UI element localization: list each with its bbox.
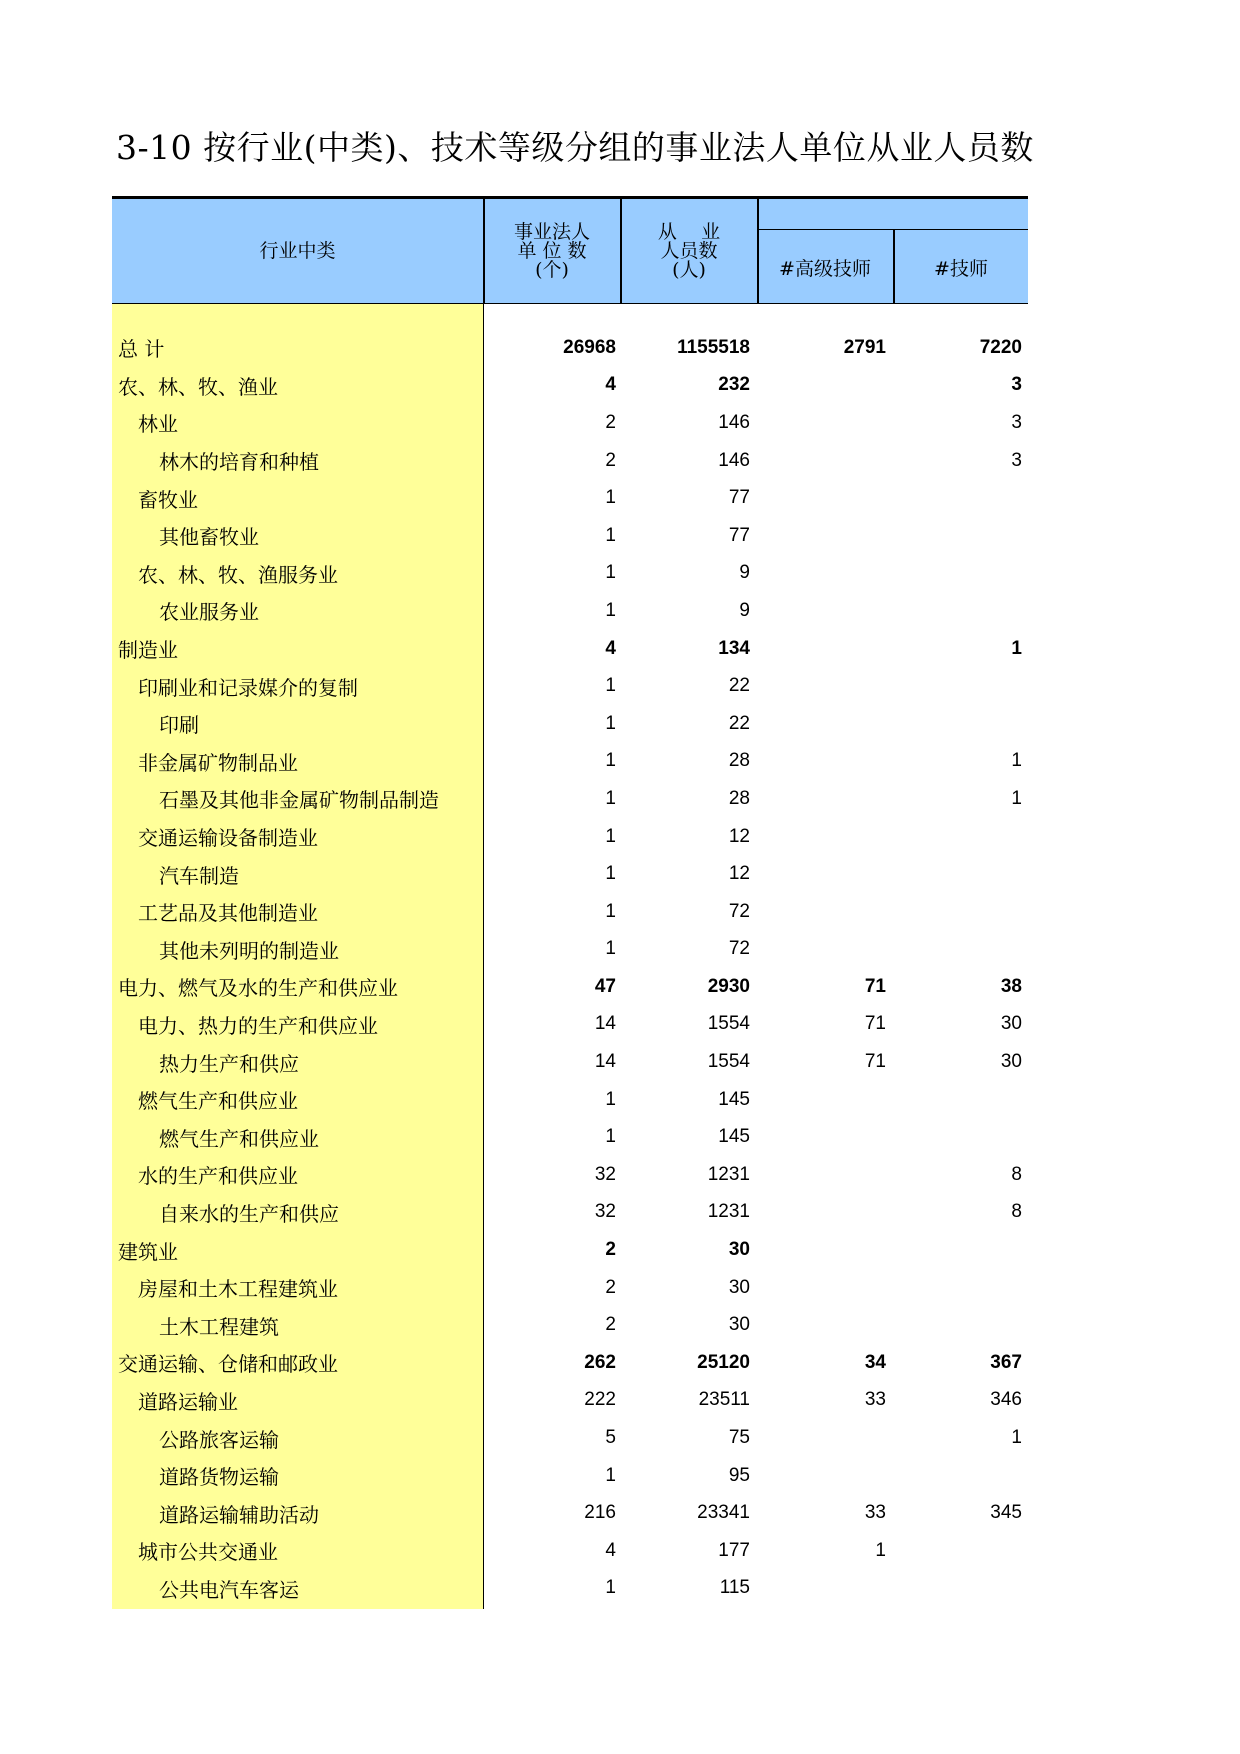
units-value: 4 — [605, 1539, 616, 1561]
units-value: 1 — [605, 675, 616, 697]
senior-technician-value: 71 — [864, 1051, 886, 1073]
employees-value: 1554 — [707, 1013, 750, 1035]
units-value: 1 — [605, 599, 616, 621]
units-value: 2 — [605, 1239, 616, 1261]
header-industry: 行业中类 — [259, 239, 336, 262]
industry-name: 道路运输辅助活动 — [159, 1502, 319, 1527]
industry-name: 其他未列明的制造业 — [159, 938, 339, 963]
table-row — [112, 517, 1028, 555]
units-value: 4 — [605, 374, 616, 396]
technician-value: 3 — [1011, 374, 1022, 396]
table-row — [112, 667, 1028, 705]
table-row — [112, 780, 1028, 818]
industry-name: 燃气生产和供应业 — [138, 1089, 298, 1114]
table-body — [112, 304, 1028, 1609]
employees-value: 77 — [728, 524, 750, 546]
units-value: 26968 — [563, 336, 616, 358]
employees-value: 2930 — [707, 975, 750, 997]
industry-name: 汽车制造 — [159, 863, 239, 888]
employees-value: 9 — [739, 599, 750, 621]
industry-name: 公路旅客运输 — [159, 1427, 279, 1452]
table-row — [112, 1382, 1028, 1420]
technician-value: 1 — [1011, 637, 1022, 659]
industry-name: 工艺品及其他制造业 — [138, 901, 318, 926]
header-technician: #技师 — [894, 229, 1028, 304]
header-employees: 从 业 人员数 (人) — [657, 220, 721, 281]
senior-technician-value: 71 — [864, 1013, 886, 1035]
units-value: 2 — [605, 1276, 616, 1298]
technician-value: 346 — [990, 1389, 1022, 1411]
table-row — [112, 592, 1028, 630]
employees-value: 22 — [728, 712, 750, 734]
industry-name: 总 计 — [118, 337, 165, 362]
table-row — [112, 1532, 1028, 1570]
technician-value: 1 — [1011, 1427, 1022, 1449]
table-row — [112, 367, 1028, 405]
table-row — [112, 1043, 1028, 1081]
table-row — [112, 1457, 1028, 1495]
units-value: 1 — [605, 1577, 616, 1599]
units-value: 2 — [605, 411, 616, 433]
table-row — [112, 329, 1028, 367]
industry-name: 公共电汽车客运 — [159, 1577, 299, 1602]
technician-value: 3 — [1011, 411, 1022, 433]
industry-name: 印刷业和记录媒介的复制 — [138, 675, 358, 700]
industry-name: 热力生产和供应 — [159, 1051, 299, 1076]
industry-name: 其他畜牧业 — [159, 525, 259, 550]
industry-name: 农、林、牧、渔服务业 — [138, 562, 338, 587]
industry-name: 印刷 — [159, 713, 199, 738]
technician-value: 1 — [1011, 787, 1022, 809]
page-title: 3-10 按行业(中类)、技术等级分组的事业法人单位从业人员数 — [116, 128, 1034, 167]
table-row — [112, 1344, 1028, 1382]
units-value: 262 — [584, 1351, 616, 1373]
employees-value: 77 — [728, 487, 750, 509]
senior-technician-value: 71 — [864, 975, 886, 997]
technician-value: 367 — [990, 1351, 1022, 1373]
employees-value: 30 — [728, 1239, 750, 1261]
units-value: 1 — [605, 938, 616, 960]
table-row — [112, 1570, 1028, 1608]
employees-value: 1155518 — [677, 336, 750, 358]
table-row — [112, 1306, 1028, 1344]
employees-value: 232 — [718, 374, 750, 396]
industry-name: 水的生产和供应业 — [138, 1164, 298, 1189]
technician-value: 8 — [1011, 1201, 1022, 1223]
industry-name: 土木工程建筑 — [159, 1314, 279, 1339]
industry-name: 自来水的生产和供应 — [159, 1201, 339, 1226]
employees-value: 12 — [728, 825, 750, 847]
table-row — [112, 893, 1028, 931]
employees-value: 1231 — [707, 1201, 750, 1223]
table-row — [112, 1269, 1028, 1307]
units-value: 1 — [605, 487, 616, 509]
units-value: 1 — [605, 562, 616, 584]
industry-name: 电力、热力的生产和供应业 — [138, 1013, 378, 1038]
table-row — [112, 555, 1028, 593]
data-table — [112, 196, 1028, 1609]
table-row — [112, 1006, 1028, 1044]
table-row — [112, 479, 1028, 517]
employees-value: 28 — [728, 787, 750, 809]
units-value: 1 — [605, 712, 616, 734]
units-value: 222 — [584, 1389, 616, 1411]
industry-name: 交通运输、仓储和邮政业 — [118, 1352, 338, 1377]
units-value: 1 — [605, 524, 616, 546]
units-value: 2 — [605, 1314, 616, 1336]
industry-name: 农业服务业 — [159, 600, 259, 625]
industry-name: 建筑业 — [118, 1239, 178, 1264]
senior-technician-value: 34 — [864, 1351, 886, 1373]
employees-value: 146 — [718, 411, 750, 433]
header-units: 事业法人 单 位 数 (个) — [513, 220, 590, 281]
units-value: 2 — [605, 449, 616, 471]
employees-value: 1231 — [707, 1163, 750, 1185]
units-value: 1 — [605, 825, 616, 847]
units-value: 1 — [605, 863, 616, 885]
employees-value: 145 — [718, 1088, 750, 1110]
industry-name: 农、林、牧、渔业 — [118, 374, 278, 399]
industry-name: 城市公共交通业 — [138, 1540, 278, 1565]
industry-name: 非金属矿物制品业 — [138, 750, 298, 775]
technician-value: 30 — [1000, 1051, 1022, 1073]
senior-technician-value: 33 — [864, 1389, 886, 1411]
units-value: 32 — [594, 1163, 616, 1185]
industry-name: 道路运输业 — [138, 1389, 238, 1414]
units-value: 1 — [605, 1464, 616, 1486]
units-value: 4 — [605, 637, 616, 659]
units-value: 47 — [594, 975, 616, 997]
employees-value: 72 — [728, 900, 750, 922]
units-value: 14 — [594, 1013, 616, 1035]
technician-value: 3 — [1011, 449, 1022, 471]
table-row — [112, 743, 1028, 781]
table-row — [112, 855, 1028, 893]
units-value: 14 — [594, 1051, 616, 1073]
industry-name: 电力、燃气及水的生产和供应业 — [118, 976, 398, 1001]
units-value: 1 — [605, 1126, 616, 1148]
table-row — [112, 1231, 1028, 1269]
employees-value: 12 — [728, 863, 750, 885]
units-value: 216 — [584, 1502, 616, 1524]
industry-name: 交通运输设备制造业 — [138, 826, 318, 851]
employees-value: 145 — [718, 1126, 750, 1148]
technician-value: 1 — [1011, 750, 1022, 772]
senior-technician-value: 33 — [864, 1502, 886, 1524]
industry-name: 燃气生产和供应业 — [159, 1126, 319, 1151]
employees-value: 30 — [728, 1276, 750, 1298]
senior-technician-value: 2791 — [843, 336, 886, 358]
industry-name: 畜牧业 — [138, 487, 198, 512]
table-row — [112, 1081, 1028, 1119]
employees-value: 30 — [728, 1314, 750, 1336]
employees-value: 1554 — [707, 1051, 750, 1073]
table-row — [112, 705, 1028, 743]
employees-value: 72 — [728, 938, 750, 960]
table-row — [112, 931, 1028, 969]
technician-value: 345 — [990, 1502, 1022, 1524]
table-row — [112, 404, 1028, 442]
employees-value: 25120 — [697, 1351, 750, 1373]
units-value: 5 — [605, 1427, 616, 1449]
table-row — [112, 1494, 1028, 1532]
employees-value: 146 — [718, 449, 750, 471]
table-row — [112, 1194, 1028, 1232]
industry-name: 林木的培育和种植 — [159, 450, 319, 475]
industry-name: 林业 — [138, 412, 178, 437]
table-row — [112, 818, 1028, 856]
table-row — [112, 968, 1028, 1006]
technician-value: 38 — [1000, 975, 1022, 997]
table-row — [112, 630, 1028, 668]
table-row — [112, 442, 1028, 480]
table-header — [112, 196, 1028, 304]
units-value: 32 — [594, 1201, 616, 1223]
employees-value: 22 — [728, 675, 750, 697]
units-value: 1 — [605, 787, 616, 809]
industry-name: 房屋和土木工程建筑业 — [138, 1277, 338, 1302]
table-row — [112, 1419, 1028, 1457]
senior-technician-value: 1 — [875, 1539, 886, 1561]
industry-name: 道路货物运输 — [159, 1465, 279, 1490]
industry-name: 石墨及其他非金属矿物制品制造 — [159, 788, 439, 813]
employees-value: 9 — [739, 562, 750, 584]
technician-value: 7220 — [979, 336, 1022, 358]
employees-value: 134 — [718, 637, 750, 659]
technician-value: 30 — [1000, 1013, 1022, 1035]
units-value: 1 — [605, 750, 616, 772]
employees-value: 95 — [728, 1464, 750, 1486]
industry-name: 制造业 — [118, 638, 178, 663]
employees-value: 28 — [728, 750, 750, 772]
employees-value: 177 — [718, 1539, 750, 1561]
employees-value: 23511 — [698, 1389, 750, 1411]
table-row — [112, 1156, 1028, 1194]
employees-value: 115 — [719, 1577, 750, 1599]
employees-value: 75 — [728, 1427, 750, 1449]
units-value: 1 — [605, 900, 616, 922]
units-value: 1 — [605, 1088, 616, 1110]
technician-value: 8 — [1011, 1163, 1022, 1185]
header-senior-technician: #高级技师 — [757, 229, 893, 304]
employees-value: 23341 — [697, 1502, 750, 1524]
table-row — [112, 1118, 1028, 1156]
